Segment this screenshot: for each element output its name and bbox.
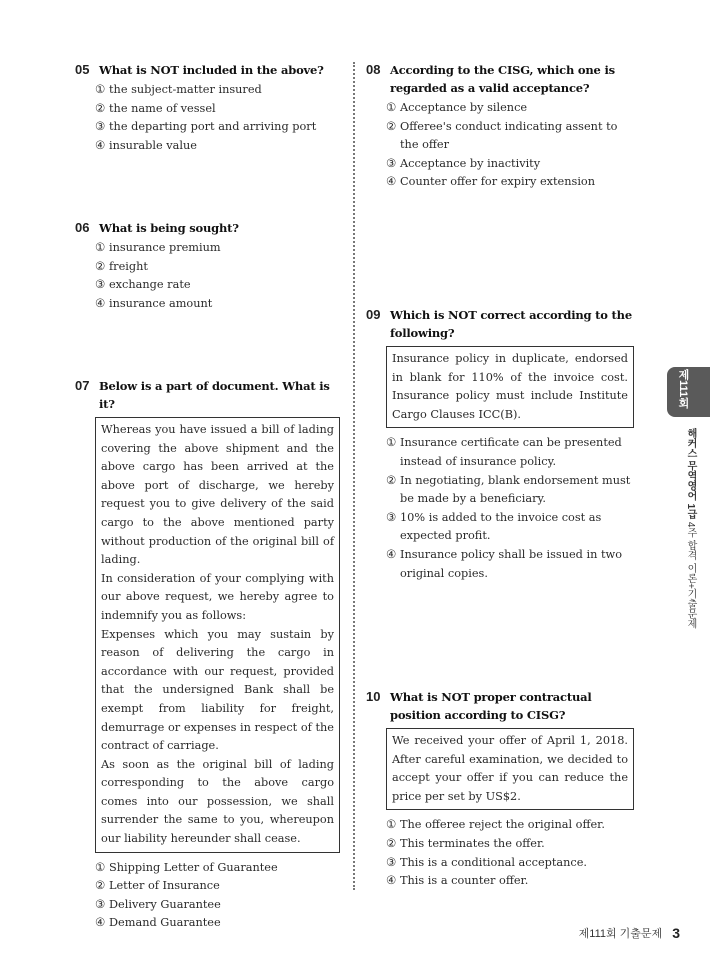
option-item[interactable] [386,835,634,854]
page-number: 3 [672,925,680,941]
column-divider [353,62,355,890]
page-footer [530,925,680,941]
option-item[interactable] [95,239,340,258]
option-text: insurance amount [109,296,213,310]
option-text: Acceptance by inactivity [400,156,541,170]
offer-text: We received your offer of April 1, 2018. After careful examination, we decided to accept your offer if you can reduce the price per set by US$2. [392,734,628,803]
option-item[interactable] [95,914,340,933]
option-marker: ③ [386,156,397,170]
excerpt-paragraph: Whereas you have issued a bill of lading covering the above shipment and the above cargo has been arrived at the above port of discharge, we hereby request you to give delivery of the said cargo to the above mentioned party without production of the original bill of lading. [101,423,334,567]
question-text: Below is a part of document. What is it? [99,379,330,411]
option-item[interactable] [95,859,340,878]
option-marker: ② [386,836,397,850]
options-list [386,99,634,192]
option-item[interactable] [386,99,634,118]
option-marker: ① [386,436,397,450]
book-title-rest: 4주 합격 이론+기출문제 [685,519,696,629]
option-item[interactable] [386,546,634,583]
option-marker: ② [95,101,106,115]
option-text: Offeree's conduct indicating assent to the offer [400,119,618,152]
option-text: This is a counter offer. [400,874,529,888]
question-text: What is NOT included in the above? [99,63,324,77]
option-marker: ④ [95,296,106,310]
option-marker: ③ [95,120,106,134]
option-marker: ④ [386,175,397,189]
option-item[interactable] [386,434,634,471]
option-item[interactable] [95,896,340,915]
option-text: the subject-matter insured [109,83,262,96]
option-marker: ④ [95,138,106,152]
option-text: Letter of Insurance [109,879,220,893]
question-number: 09 [366,307,381,322]
question-07 [75,377,340,933]
footer-label: 제111회 기출문제 [578,928,663,940]
option-item[interactable] [386,816,634,835]
question-number: 08 [366,62,381,77]
option-text: Counter offer for expiry extension [400,175,596,189]
option-item[interactable] [95,877,340,896]
option-text: The offeree reject the original offer. [400,818,605,832]
option-marker: ③ [386,855,397,869]
option-item[interactable] [95,118,340,137]
options-list [95,239,340,313]
excerpt-paragraph: As soon as the original bill of lading corresponding to the above cargo comes into our possession, we shall surrender the same to you, whereupon our liability hereunder shall cease. [101,757,334,846]
option-marker: ① [95,860,106,874]
option-text: Insurance certificate can be presented instead of insurance policy. [400,436,622,468]
question-10 [366,688,634,891]
option-text: freight [109,259,148,273]
offer-excerpt-box [386,728,634,810]
option-text: insurance premium [109,241,221,254]
question-08 [366,61,634,192]
options-list [95,81,340,155]
option-marker: ③ [95,278,106,292]
option-marker: ④ [386,547,397,561]
option-text: Insurance policy shall be issued in two original copies. [400,547,622,580]
option-item[interactable] [95,81,340,100]
option-marker: ① [95,241,106,254]
question-09 [366,306,634,583]
option-marker: ② [95,879,106,893]
option-item[interactable] [386,173,634,192]
option-text: In negotiating, blank endorsement must be made by a beneficiary. [400,473,631,506]
option-marker: ① [386,818,397,832]
option-item[interactable] [386,472,634,509]
option-marker: ③ [386,510,397,524]
option-marker: ② [386,119,397,133]
question-number: 06 [75,220,90,235]
option-text: This terminates the offer. [400,836,545,850]
chapter-side-tab[interactable] [667,367,710,417]
option-text: insurable value [109,138,197,152]
book-title-vertical [683,428,698,629]
question-06 [75,219,340,313]
excerpt-paragraph: In consideration of your complying with our above request, we hereby agree to indemnify you as follows: [101,571,334,622]
option-text: 10% is added to the invoice cost as expected profit. [400,510,602,543]
option-item[interactable] [386,854,634,873]
option-marker: ④ [95,916,106,930]
option-marker: ③ [95,897,106,911]
option-item[interactable] [386,872,634,891]
question-text: What is NOT proper contractual position according to CISG? [390,690,592,722]
option-item[interactable] [386,509,634,546]
chapter-tab-label: 제111회 [677,369,689,409]
option-item[interactable] [386,118,634,155]
option-text: exchange rate [109,278,191,292]
options-list [386,434,634,583]
option-text: the departing port and arriving port [109,120,317,134]
option-marker: ① [386,101,397,114]
option-text: Acceptance by silence [400,101,528,114]
option-item[interactable] [95,295,340,314]
excerpt-paragraph: Expenses which you may sustain by reason of delivering the cargo in accordance with our request, provided that the undersigned Bank shall be exempt from liability for freight, demurrage or expenses in respect of the contract of carriage. [101,627,334,753]
options-list [95,859,340,933]
option-marker: ② [386,473,397,487]
option-text: Delivery Guarantee [109,897,221,911]
options-list [386,816,634,890]
option-marker: ① [95,83,106,96]
clause-text: Insurance policy in duplicate, endorsed in blank for 110% of the invoice cost. Insurance policy must include Institute Cargo Clauses ICC(B). [392,352,628,421]
option-item[interactable] [95,137,340,156]
question-text: What is being sought? [99,221,239,235]
question-number: 10 [366,689,381,704]
option-marker: ④ [386,874,397,888]
question-text: According to the CISG, which one is regarded as a valid acceptance? [390,63,615,95]
book-title-bold: 해커스 무역영어 1급 [685,428,696,520]
option-text: the name of vessel [109,101,216,115]
question-05 [75,61,340,155]
option-text: Demand Guarantee [109,916,221,930]
option-item[interactable] [95,276,340,295]
clause-box [386,346,634,428]
option-marker: ② [95,259,106,273]
option-item[interactable] [95,258,340,277]
document-excerpt-box [95,417,340,853]
question-text: Which is NOT correct according to the following? [390,308,632,340]
option-text: This is a conditional acceptance. [400,855,588,869]
option-item[interactable] [386,155,634,174]
option-text: Shipping Letter of Guarantee [109,860,278,874]
question-number: 07 [75,378,90,393]
option-item[interactable] [95,100,340,119]
question-number: 05 [75,62,90,77]
